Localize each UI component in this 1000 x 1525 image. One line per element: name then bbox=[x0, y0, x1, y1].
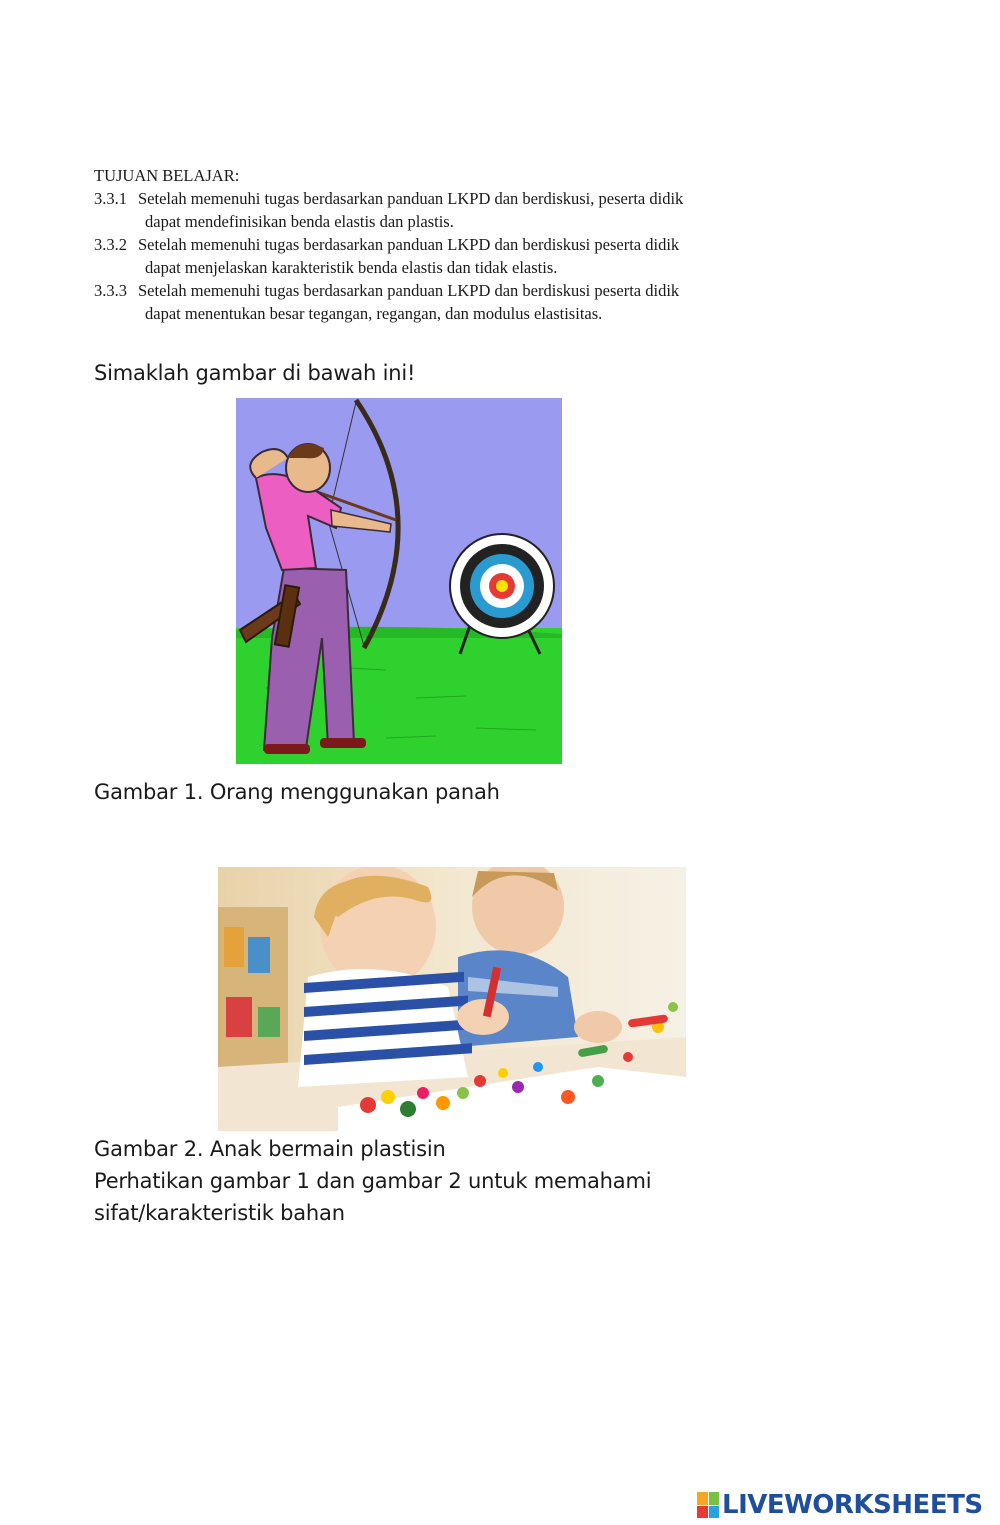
figure1-caption: Gambar 1. Orang menggunakan panah bbox=[94, 780, 500, 804]
objective-text-continued: dapat menjelaskan karakteristik benda elastis dan tidak elastis. bbox=[145, 258, 558, 277]
objective-text-continued: dapat menentukan besar tegangan, regangan, dan modulus elastisitas. bbox=[145, 304, 603, 323]
objective-text: Setelah memenuhi tugas berdasarkan panduan LKPD dan berdiskusi peserta didik bbox=[138, 235, 680, 254]
objective-number: 3.3.1 bbox=[94, 189, 127, 208]
objective-number: 3.3.2 bbox=[94, 235, 127, 254]
objective-item bbox=[94, 279, 856, 325]
figure2-caption: Gambar 2. Anak bermain plastisin bbox=[94, 1137, 446, 1161]
objective-item bbox=[94, 187, 856, 233]
objectives-heading: TUJUAN BELAJAR: bbox=[94, 166, 240, 185]
children-plasticine-photo bbox=[218, 867, 686, 1131]
instruction-text: Simaklah gambar di bawah ini! bbox=[94, 361, 416, 385]
objective-number: 3.3.3 bbox=[94, 281, 127, 300]
liveworksheets-badge-icon bbox=[697, 1492, 719, 1518]
children-plasticine-photo-svg bbox=[218, 867, 686, 1131]
archer-illustration bbox=[236, 398, 562, 764]
objective-text-continued: dapat mendefinisikan benda elastis dan plastis. bbox=[145, 212, 454, 231]
archer-illustration-svg bbox=[236, 398, 562, 764]
objective-text: Setelah memenuhi tugas berdasarkan panduan LKPD dan berdiskusi peserta didik bbox=[138, 281, 680, 300]
liveworksheets-logo-text: LIVEWORKSHEETS bbox=[722, 1490, 983, 1520]
note-line-2: sifat/karakteristik bahan bbox=[94, 1201, 345, 1225]
note-line-1: Perhatikan gambar 1 dan gambar 2 untuk memahami bbox=[94, 1169, 652, 1193]
objective-item bbox=[94, 233, 856, 279]
learning-objectives bbox=[94, 164, 856, 325]
liveworksheets-logo[interactable] bbox=[697, 1489, 983, 1521]
objective-text: Setelah memenuhi tugas berdasarkan panduan LKPD dan berdiskusi, peserta didik bbox=[138, 189, 684, 208]
